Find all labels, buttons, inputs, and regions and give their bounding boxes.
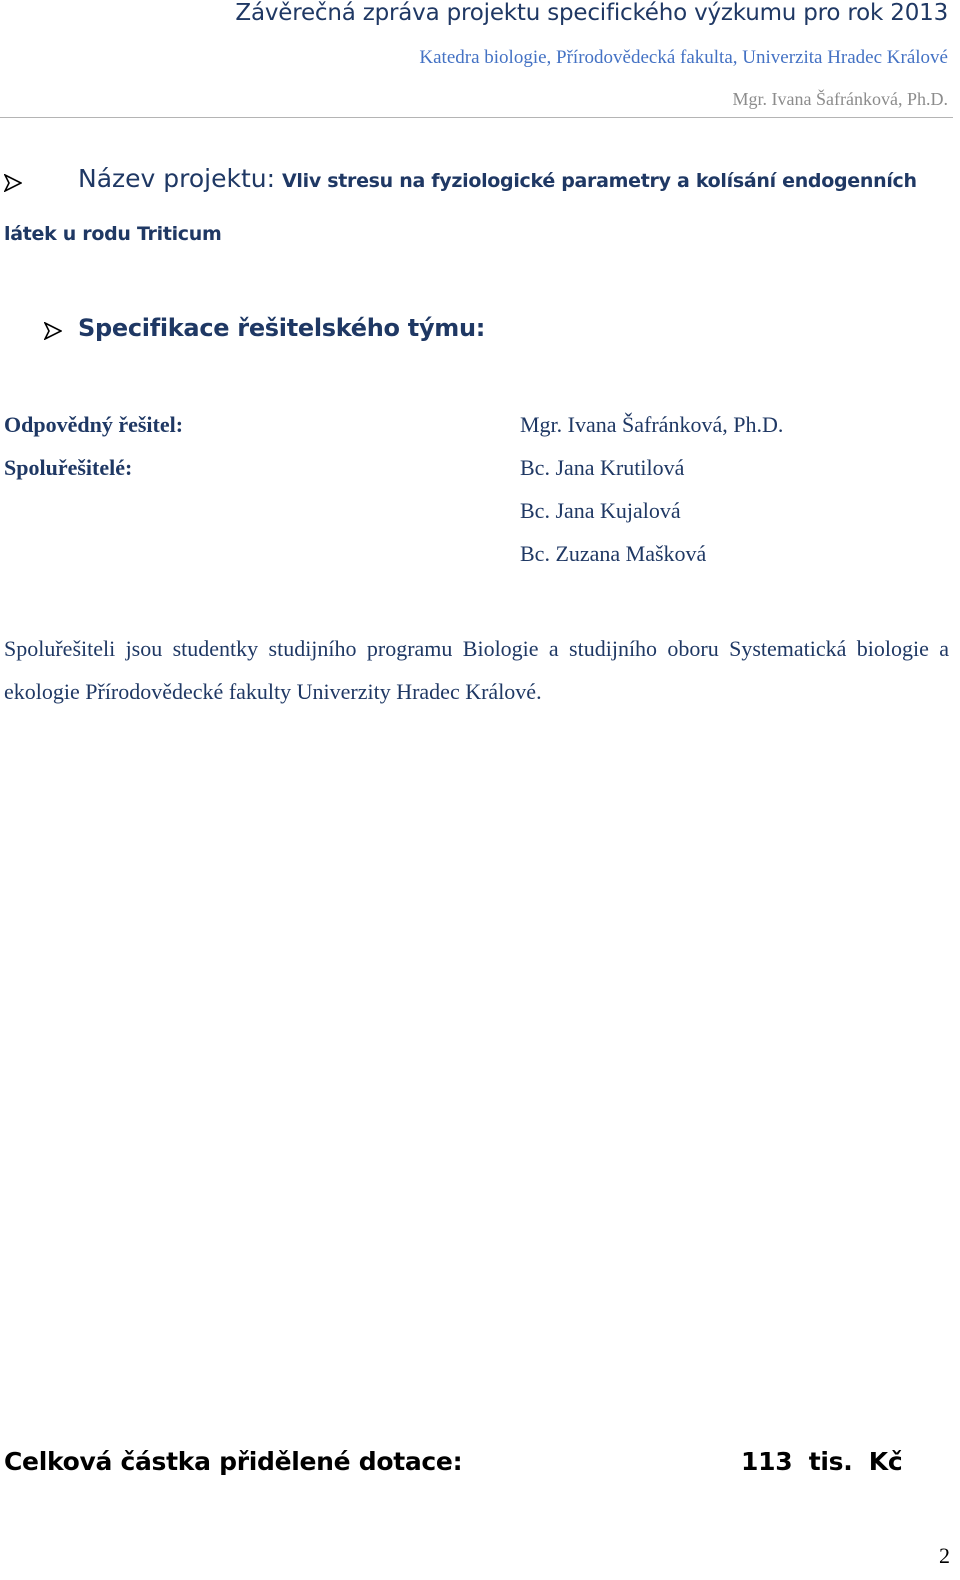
lead-investigator-label: Odpovědný řešitel:: [4, 412, 184, 437]
co-investigators-label: Spoluřešitelé:: [4, 455, 133, 480]
project-label: Název projektu:: [78, 164, 276, 193]
co-investigator-name: Bc. Jana Kujalová: [520, 498, 681, 523]
header-title: Závěrečná zpráva projektu specifického výzkumu pro rok 2013: [235, 0, 948, 26]
lead-investigator-name: Mgr. Ivana Šafránková, Ph.D.: [520, 412, 784, 437]
header-department: Katedra biologie, Přírodovědecká fakulta, Univerzita Hradec Králové: [419, 47, 948, 68]
project-name-line2: látek u rodu Triticum: [4, 223, 222, 245]
team-heading: Specifikace řešitelského týmu:: [78, 314, 486, 342]
header-author: Mgr. Ivana Šafránková, Ph.D.: [732, 89, 948, 109]
arrow-bullet-icon: [44, 322, 62, 340]
page-number: 2: [939, 1543, 950, 1568]
project-name-line1: Vliv stresu na fyziologické parametry a kolísání endogenních: [282, 170, 917, 192]
arrow-bullet-icon: [4, 174, 22, 192]
co-investigator-name: Bc. Zuzana Mašková: [520, 541, 707, 566]
grant-total-label: Celková částka přidělené dotace:: [4, 1447, 463, 1476]
team-note-paragraph: Spoluřešiteli jsou studentky studijního programu Biologie a studijního oboru Systematická biologie a ekologie Přírodovědecké fakulty Univerzity Hradec Králové.: [4, 636, 949, 704]
co-investigator-name: Bc. Jana Krutilová: [520, 455, 685, 480]
header-divider: [0, 117, 953, 118]
grant-total-amount: 113 tis. Kč: [741, 1447, 903, 1476]
